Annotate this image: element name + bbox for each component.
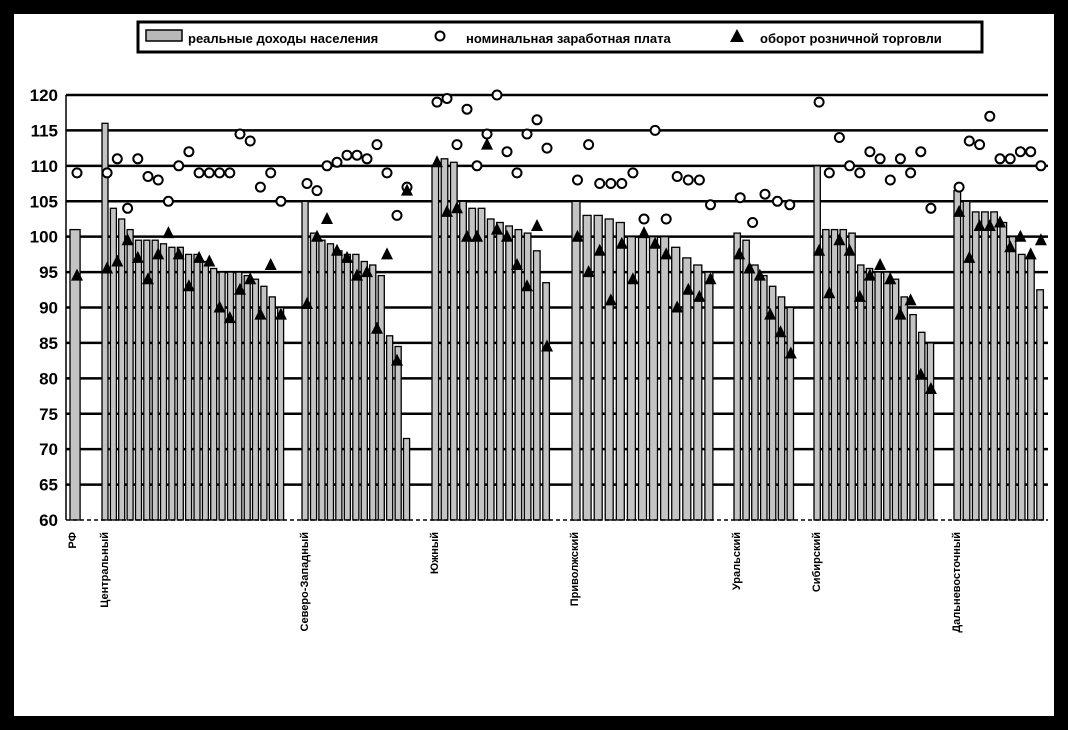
wage-marker xyxy=(1036,161,1045,170)
wage-marker xyxy=(303,179,312,188)
wage-marker xyxy=(543,144,552,153)
wage-marker xyxy=(353,151,362,160)
wage-marker xyxy=(433,98,442,107)
wage-marker xyxy=(276,197,285,206)
bar xyxy=(261,286,267,520)
bar xyxy=(102,123,108,520)
bar xyxy=(858,265,864,520)
wage-marker xyxy=(855,168,864,177)
wage-marker xyxy=(606,179,615,188)
bar xyxy=(161,244,167,520)
wage-marker xyxy=(443,94,452,103)
wage-marker xyxy=(246,137,255,146)
bar xyxy=(110,208,116,520)
bar xyxy=(875,272,881,520)
wage-marker xyxy=(225,168,234,177)
wage-marker xyxy=(256,183,265,192)
bar xyxy=(302,201,308,520)
wage-marker xyxy=(323,161,332,170)
region-label: Уральский xyxy=(731,532,743,591)
bar xyxy=(370,265,376,520)
wage-marker xyxy=(144,172,153,181)
wage-marker xyxy=(1006,154,1015,163)
wage-marker xyxy=(333,158,342,167)
bar xyxy=(705,272,713,520)
wage-marker xyxy=(205,168,214,177)
wage-marker xyxy=(825,168,834,177)
bar xyxy=(344,254,350,520)
wage-marker xyxy=(955,183,964,192)
wage-marker xyxy=(1026,147,1035,156)
bar xyxy=(469,208,476,520)
bar xyxy=(594,215,602,520)
wage-marker xyxy=(886,176,895,185)
bar xyxy=(336,251,342,520)
bar xyxy=(972,212,979,520)
wage-marker xyxy=(174,161,183,170)
bar xyxy=(910,315,916,520)
wage-marker xyxy=(473,161,482,170)
y-tick-label: 90 xyxy=(39,298,58,318)
wage-marker xyxy=(113,154,122,163)
wage-marker xyxy=(845,161,854,170)
wage-marker xyxy=(876,154,885,163)
y-tick-label: 105 xyxy=(29,192,58,212)
wage-marker xyxy=(313,186,322,195)
bar xyxy=(831,230,837,520)
bar xyxy=(616,223,624,521)
bar xyxy=(404,439,410,521)
wage-marker xyxy=(896,154,905,163)
wage-marker xyxy=(835,133,844,142)
wage-marker xyxy=(523,130,532,139)
bar xyxy=(743,240,749,520)
bar xyxy=(769,286,775,520)
wage-marker xyxy=(154,176,163,185)
region-label: РФ xyxy=(67,532,79,549)
wage-marker xyxy=(493,91,502,100)
wage-marker xyxy=(640,215,649,224)
bar xyxy=(432,166,439,520)
wage-marker xyxy=(684,176,693,185)
y-tick-label: 65 xyxy=(39,475,58,495)
wage-marker xyxy=(865,147,874,156)
bar xyxy=(152,240,158,520)
wage-marker xyxy=(761,190,770,199)
wage-marker xyxy=(236,130,245,139)
y-tick-label: 95 xyxy=(39,263,58,283)
legend-circle-icon xyxy=(436,32,445,41)
y-tick-label: 60 xyxy=(39,511,58,530)
bar xyxy=(506,226,513,520)
y-tick-label: 80 xyxy=(39,369,58,389)
bar xyxy=(524,233,531,520)
bar xyxy=(1028,258,1035,520)
wage-marker xyxy=(513,168,522,177)
legend xyxy=(138,22,982,52)
wage-marker xyxy=(383,168,392,177)
bar xyxy=(963,201,970,520)
bar xyxy=(605,219,613,520)
bar xyxy=(378,276,384,520)
bar xyxy=(497,223,504,521)
bar xyxy=(884,272,890,520)
bar xyxy=(478,208,485,520)
region-label: Центральный xyxy=(99,532,111,608)
bar xyxy=(650,237,658,520)
bar xyxy=(991,212,998,520)
region-label: Северо-Западный xyxy=(299,532,311,632)
bar xyxy=(327,244,333,520)
wage-marker xyxy=(73,168,82,177)
y-tick-label: 110 xyxy=(30,156,58,176)
bar xyxy=(202,262,208,521)
region-label: Дальневосточный xyxy=(951,532,963,633)
bar xyxy=(244,276,250,520)
bar xyxy=(583,215,591,520)
y-tick-label: 70 xyxy=(39,440,58,460)
bar xyxy=(543,283,550,520)
wage-marker xyxy=(673,172,682,181)
bar xyxy=(311,233,317,520)
wage-marker xyxy=(975,140,984,149)
bar xyxy=(127,230,133,520)
bar xyxy=(901,297,907,520)
wage-marker xyxy=(503,147,512,156)
bar xyxy=(866,269,872,521)
bar xyxy=(319,240,325,520)
wage-marker xyxy=(916,147,925,156)
bar xyxy=(761,276,767,520)
legend-label-real-income: реальные доходы населения xyxy=(188,31,379,46)
bar xyxy=(1009,237,1016,520)
wage-marker xyxy=(595,179,604,188)
bar xyxy=(734,233,740,520)
bar xyxy=(752,265,758,520)
region-label: Приволжский xyxy=(569,532,581,607)
wage-marker xyxy=(706,200,715,209)
legend-label-retail: оборот розничной торговли xyxy=(760,31,942,46)
wage-marker xyxy=(748,218,757,227)
legend-label-nominal-wage: номинальная заработная плата xyxy=(466,31,671,46)
wage-marker xyxy=(815,98,824,107)
wage-marker xyxy=(363,154,372,163)
wage-marker xyxy=(533,115,542,124)
bar xyxy=(534,251,541,520)
wage-marker xyxy=(985,112,994,121)
wage-marker xyxy=(573,176,582,185)
wage-marker xyxy=(266,168,275,177)
wage-marker xyxy=(453,140,462,149)
bar xyxy=(1037,290,1044,520)
y-tick-label: 85 xyxy=(39,333,58,353)
region-label: Южный xyxy=(429,532,441,575)
bar xyxy=(840,230,846,520)
wage-marker xyxy=(195,168,204,177)
wage-marker xyxy=(662,215,671,224)
bar xyxy=(169,247,175,520)
bar xyxy=(1000,223,1007,521)
bar xyxy=(672,247,680,520)
bar xyxy=(849,233,855,520)
wage-marker xyxy=(164,197,173,206)
wage-marker xyxy=(343,151,352,160)
bar xyxy=(194,254,200,520)
wage-marker xyxy=(393,211,402,220)
y-tick-label: 115 xyxy=(30,121,58,141)
bar xyxy=(353,254,359,520)
bar xyxy=(177,247,183,520)
region-label: Сибирский xyxy=(811,532,823,593)
wage-marker xyxy=(123,204,132,213)
wage-marker xyxy=(965,137,974,146)
y-tick-label: 100 xyxy=(29,227,58,247)
bar xyxy=(395,347,401,521)
wage-marker xyxy=(1016,147,1025,156)
bar xyxy=(572,201,580,520)
bar xyxy=(136,240,142,520)
wage-marker xyxy=(133,154,142,163)
wage-marker xyxy=(651,126,660,135)
y-tick-label: 75 xyxy=(39,404,58,424)
wage-marker xyxy=(103,168,112,177)
bar xyxy=(1018,254,1025,520)
wage-marker xyxy=(926,204,935,213)
wage-marker xyxy=(736,193,745,202)
bar xyxy=(236,272,242,520)
bar xyxy=(927,343,933,520)
wage-marker xyxy=(695,176,704,185)
bar xyxy=(683,258,691,520)
bar xyxy=(919,332,925,520)
bar xyxy=(954,191,961,520)
bar xyxy=(361,262,367,521)
bar xyxy=(269,297,275,520)
bar xyxy=(661,237,669,520)
legend-bar-swatch xyxy=(146,30,182,41)
y-tick-label: 120 xyxy=(29,86,58,105)
bar xyxy=(814,166,820,520)
wage-marker xyxy=(463,105,472,114)
wage-marker xyxy=(617,179,626,188)
bar xyxy=(823,230,829,520)
bar xyxy=(694,265,702,520)
bar xyxy=(515,230,522,520)
wage-marker xyxy=(483,130,492,139)
wage-marker xyxy=(996,154,1005,163)
bar xyxy=(228,272,234,520)
bar xyxy=(787,308,793,521)
bar xyxy=(460,201,467,520)
wage-marker xyxy=(584,140,593,149)
wage-marker xyxy=(773,197,782,206)
wage-marker xyxy=(215,168,224,177)
bar xyxy=(278,308,284,521)
wage-marker xyxy=(184,147,193,156)
bar xyxy=(639,237,647,520)
bar xyxy=(211,269,217,521)
bar xyxy=(186,254,192,520)
wage-marker xyxy=(785,200,794,209)
wage-marker xyxy=(906,168,915,177)
bar xyxy=(487,219,494,520)
wage-marker xyxy=(373,140,382,149)
bar xyxy=(982,212,989,520)
wage-marker xyxy=(628,168,637,177)
bar xyxy=(387,336,393,520)
